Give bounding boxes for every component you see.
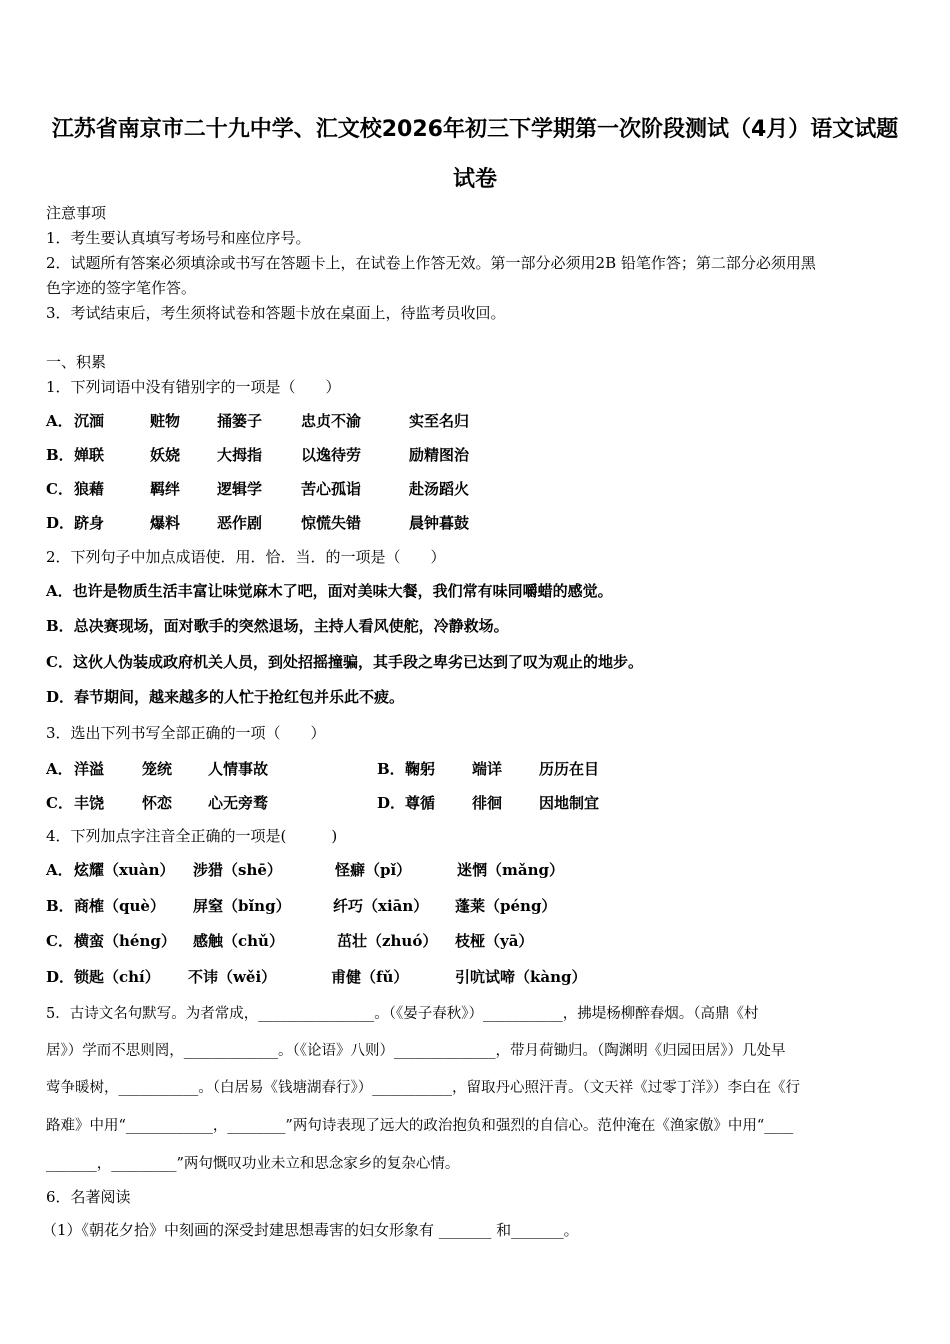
notice-item-1: 1．考生要认真填写考场号和座位序号。 (46, 229, 311, 247)
q4-d-word: 不讳（wěi） (188, 968, 277, 986)
q3-b-word: 历历在目 (539, 760, 600, 778)
q4-d-word: 锁匙（chí） (74, 968, 160, 986)
q3-stem: 3．选出下列书写全部正确的一项（ ） (46, 724, 326, 742)
q1-b-word: 妖娆 (150, 446, 181, 464)
q3-b-word: 鞠躬 (405, 760, 436, 778)
q1-b-label: B． (46, 446, 74, 464)
q1-a-word: 沉湎 (74, 412, 105, 430)
q2-stem: 2．下列句子中加点成语使．用．恰．当．的一项是（ ） (46, 548, 446, 566)
q6-sub-1: （1）《朝花夕拾》中刻画的深受封建思想毒害的妇女形象有 _______ 和_______。 (42, 1221, 579, 1239)
q4-c-word: 枝桠（yā） (455, 932, 534, 950)
q1-stem: 1．下列词语中没有错别字的一项是（ ） (46, 378, 341, 396)
q4-d-label: D． (46, 968, 75, 986)
notice-item-2-cont: 色字迹的签字笔作答。 (46, 279, 197, 297)
q1-c-word: 赴汤蹈火 (409, 480, 470, 498)
q3-a-word: 笼统 (142, 760, 173, 778)
q1-c-word: 逻辑学 (217, 480, 263, 498)
exam-title-line1: 江苏省南京市二十九中学、汇文校2026年初三下学期第一次阶段测试（4月）语文试题 (51, 117, 899, 142)
q1-d-word: 恶作剧 (217, 514, 263, 532)
q2-option-d: D．春节期间，越来越多的人忙于抢红包并乐此不疲。 (46, 688, 405, 706)
q1-c-label: C． (46, 480, 73, 498)
q1-a-label: A． (46, 412, 73, 430)
q4-b-word: 蓬莱（péng） (455, 897, 557, 915)
q3-c-word: 怀恋 (142, 794, 173, 812)
q5-line-1: 5．古诗文名句默写。为者常成，________________。（《晏子春秋》）___________，拂堤杨柳醉春烟。（高鼎《村 (46, 1006, 759, 1022)
q4-c-word: 茁壮（zhuó） (337, 932, 438, 950)
q3-c-label: C． (46, 794, 73, 812)
q4-a-word: 怪癖（pǐ） (335, 861, 412, 879)
q3-b-word: 端详 (472, 760, 503, 778)
q4-b-word: 商榷（què） (74, 897, 165, 915)
section-heading: 一、积累 (46, 353, 107, 371)
q1-d-word: 爆料 (150, 514, 181, 532)
q4-b-word: 屏窒（bǐng） (193, 897, 291, 915)
q1-a-word: 捅篓子 (217, 412, 263, 430)
q1-a-word: 忠贞不渝 (301, 412, 362, 430)
q3-a-label: A． (46, 760, 73, 778)
q1-b-word: 以逸待劳 (301, 446, 362, 464)
q1-d-label: D． (46, 514, 75, 532)
q3-a-word: 人情事故 (208, 760, 269, 778)
notice-item-2: 2．试题所有答案必须填涂或书写在答题卡上，在试卷上作答无效。第一部分必须用2B 铅笔作答；第二部分必须用黑 (46, 254, 816, 272)
q3-a-word: 洋溢 (74, 760, 105, 778)
q1-d-word: 惊慌失错 (301, 514, 362, 532)
q5-line-5: _______，_________”两句慨叹功业未立和思念家乡的复杂心情。 (46, 1156, 460, 1172)
notice-item-3: 3．考试结束后，考生须将试卷和答题卡放在桌面上，待监考员收回。 (46, 304, 506, 322)
q1-a-word: 赃物 (150, 412, 181, 430)
q2-option-c: C．这伙人伪装成政府机关人员，到处招摇撞骗，其手段之卑劣已达到了叹为观止的地步。 (46, 653, 643, 671)
q3-c-word: 丰饶 (74, 794, 105, 812)
q1-d-word: 晨钟暮鼓 (409, 514, 470, 532)
q1-c-word: 狼藉 (74, 480, 105, 498)
q3-d-word: 徘徊 (472, 794, 503, 812)
q1-b-word: 婵联 (74, 446, 105, 464)
q1-a-word: 实至名归 (409, 412, 470, 430)
q3-b-label: B． (377, 760, 405, 778)
q5-line-3: 莺争暖树，___________。（白居易《钱塘湖春行》）___________，留取丹心照汗青。（文天祥《过零丁洋》）李白在《行 (46, 1080, 800, 1096)
q4-stem: 4．下列加点字注音全正确的一项是( ) (46, 827, 338, 845)
q3-d-label: D． (377, 794, 406, 812)
q4-a-word: 炫耀（xuàn） (74, 861, 175, 879)
q1-c-word: 羁绊 (150, 480, 181, 498)
q1-d-word: 跻身 (74, 514, 105, 532)
notice-heading: 注意事项 (46, 204, 107, 222)
q1-c-word: 苦心孤诣 (301, 480, 362, 498)
q1-b-word: 大拇指 (217, 446, 263, 464)
q4-b-word: 纤巧（xiān） (333, 897, 429, 915)
q4-d-word: 引吭试啼（kàng） (455, 968, 587, 986)
q4-c-label: C． (46, 932, 73, 950)
q3-d-word: 尊循 (405, 794, 436, 812)
q4-a-word: 迷惘（mǎng） (457, 861, 564, 879)
q3-d-word: 因地制宜 (539, 794, 600, 812)
q2-option-b: B．总决赛现场，面对歌手的突然退场，主持人看风使舵，冷静救场。 (46, 617, 509, 635)
q2-option-a: A．也许是物质生活丰富让味觉麻木了吧，面对美味大餐，我们常有味同嚼蜡的感觉。 (46, 582, 613, 600)
q4-c-word: 横蛮（héng） (74, 932, 176, 950)
q4-c-word: 感触（chǔ） (193, 932, 284, 950)
q4-b-label: B． (46, 897, 74, 915)
q1-b-word: 励精图治 (409, 446, 470, 464)
q3-c-word: 心无旁骛 (208, 794, 269, 812)
q4-d-word: 甫健（fǔ） (331, 968, 409, 986)
exam-title-line2: 试卷 (452, 167, 497, 192)
q4-a-label: A． (46, 861, 73, 879)
q6-stem: 6．名著阅读 (46, 1188, 131, 1206)
q5-line-2: 居》）学而不思则罔，_____________。（《论语》八则）______________，带月荷锄归。（陶渊明《归园田居》）几处早 (46, 1043, 786, 1059)
q5-line-4: 路难》中用“____________，________”两句诗表现了远大的政治抱负和强烈的自信心。范仲淹在《渔家傲》中用“____ (46, 1118, 794, 1134)
q4-a-word: 涉猎（shē） (193, 861, 282, 879)
